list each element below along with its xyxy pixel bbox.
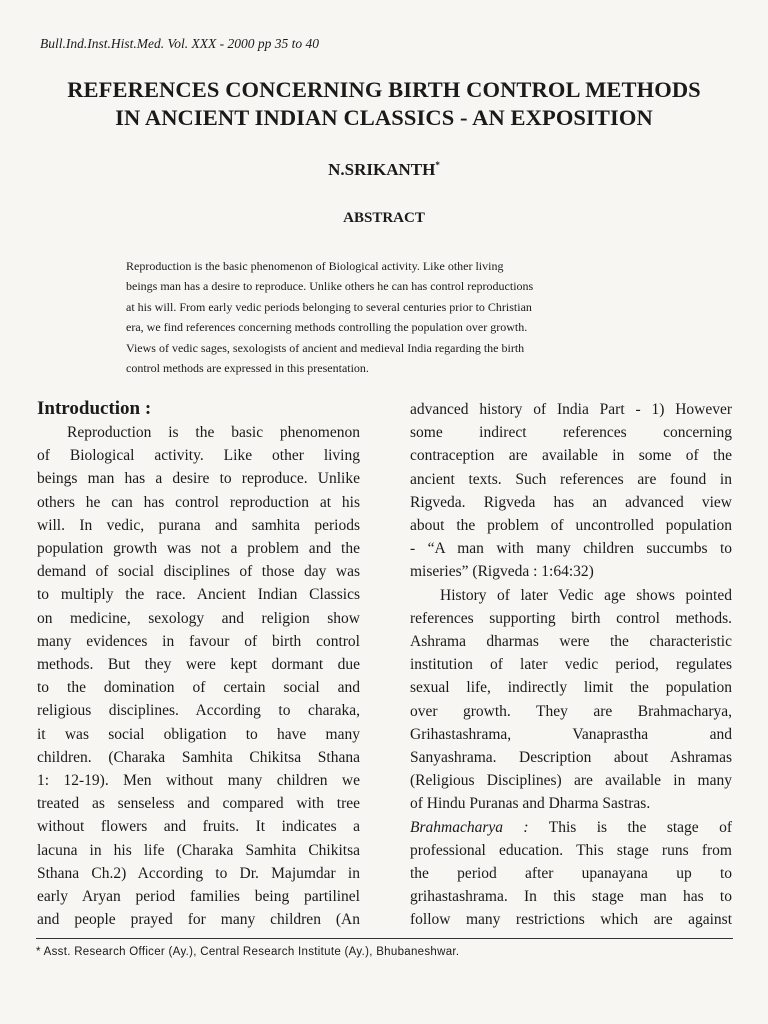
body-line: to the domination of certain social and: [37, 679, 360, 697]
abstract-line: Reproduction is the basic phenomenon of Biological activity. Like other living: [126, 259, 504, 273]
body-line: - “A man with many children succumbs to: [410, 540, 732, 558]
author-name: [0, 160, 768, 180]
body-line: without flowers and fruits. It indicates a: [37, 818, 360, 836]
brahmacharya-term: Brahmacharya :: [410, 818, 529, 836]
body-line: professional education. This stage runs from: [410, 841, 732, 859]
body-line: over growth. They are Brahmacharya,: [410, 702, 732, 720]
body-line: lacuna in his life (Charaka Samhita Chikitsa: [37, 841, 360, 859]
journal-citation: Bull.Ind.Inst.Hist.Med. Vol. XXX - 2000 pp 35 to 40: [40, 36, 319, 51]
body-line: grihastashrama. In this stage man has to: [410, 888, 732, 906]
body-line: follow many restrictions which are against: [410, 911, 732, 929]
body-line: and people prayed for many children (An: [37, 911, 360, 929]
body-line: population growth was not a problem and the: [37, 540, 360, 558]
body-line: treated as senseless and compared with tree: [37, 795, 360, 813]
right-column: [410, 398, 732, 932]
body-line: institution of later vedic period, regulates: [410, 656, 732, 674]
body-line: religious disciplines. According to charaka,: [37, 702, 360, 720]
body-line: Grihastashrama, Vanaprastha and: [410, 725, 732, 743]
abstract-line: era, we find references concerning methods controlling the population over growth.: [126, 320, 528, 335]
body-line: miseries” (Rigveda : 1:64:32): [410, 563, 594, 581]
body-line: the period after upanayana up to: [410, 865, 732, 883]
body-line: (Religious Disciplines) are available in many: [410, 772, 732, 790]
author-name-text: N.SRIKANTH: [328, 160, 436, 179]
abstract-line: beings man has a desire to reproduce. Unlike others he can has control reproductions: [126, 279, 534, 294]
body-line: [410, 816, 732, 839]
body-line: will. In vedic, purana and samhita periods: [37, 516, 360, 534]
body-line: advanced history of India Part - 1) However: [410, 401, 732, 418]
body-line: children. (Charaka Samhita Chikitsa Sthana: [37, 748, 360, 766]
body-line: Sthana Ch.2) According to Dr. Majumdar in: [37, 864, 360, 882]
body-line: of Biological activity. Like other living: [37, 447, 360, 465]
body-line-rest: This is the stage of: [528, 818, 732, 836]
body-line: references supporting birth control methods.: [410, 609, 732, 627]
title-line-1: REFERENCES CONCERNING BIRTH CONTROL METHODS: [67, 77, 701, 102]
footnote-divider: [36, 938, 733, 939]
body-line: on medicine, sexology and religion show: [37, 609, 360, 627]
body-line: beings man has a desire to reproduce. Unlike: [37, 470, 360, 488]
abstract-line: control methods are expressed in this presentation.: [126, 361, 369, 376]
body-line: early Aryan period families being partilinel: [37, 888, 360, 906]
body-line: about the problem of uncontrolled population: [410, 517, 732, 535]
body-line: sexual life, indirectly limit the population: [410, 679, 732, 697]
body-line: to multiply the race. Ancient Indian Classics: [37, 586, 360, 604]
body-line: many evidences in favour of birth control: [37, 632, 360, 650]
body-line: some indirect references concerning: [410, 424, 732, 442]
body-line: demand of social disciplines of those day was: [37, 563, 360, 581]
footnote: * Asst. Research Officer (Ay.), Central Research Institute (Ay.), Bhubaneshwar.: [36, 946, 460, 958]
abstract-line: Views of vedic sages, sexologists of ancient and medieval India regarding the birth: [126, 340, 525, 355]
abstract-body: [126, 256, 646, 378]
body-line: ancient texts. Such references are found in: [410, 470, 732, 488]
abstract-line: at his will. From early vedic periods belonging to several centuries prior to Christian: [126, 299, 532, 314]
author-footnote-mark: *: [435, 160, 440, 170]
left-column: [37, 398, 360, 931]
body-line: of Hindu Puranas and Dharma Sastras.: [410, 795, 651, 813]
body-line: 1: 12-19). Men without many children we: [37, 772, 360, 790]
body-line: contraception are available in some of the: [410, 447, 732, 465]
body-line: Reproduction is the basic phenomenon: [67, 424, 360, 441]
body-line: methods. But they were kept dormant due: [37, 656, 360, 674]
body-line: it was social obligation to have many: [37, 725, 360, 743]
paper-title: [30, 76, 738, 132]
body-line: Rigveda. Rigveda has an advanced view: [410, 493, 732, 511]
body-line: History of later Vedic age shows pointed: [440, 586, 732, 604]
introduction-heading: Introduction :: [37, 398, 152, 419]
body-line: Ashrama dharmas were the characteristic: [410, 633, 732, 651]
abstract-heading: ABSTRACT: [343, 210, 425, 226]
body-line: Sanyashrama. Description about Ashramas: [410, 749, 732, 767]
title-line-2: IN ANCIENT INDIAN CLASSICS - AN EXPOSITION: [115, 105, 653, 130]
body-line: others he can has control reproduction at his: [37, 493, 360, 511]
